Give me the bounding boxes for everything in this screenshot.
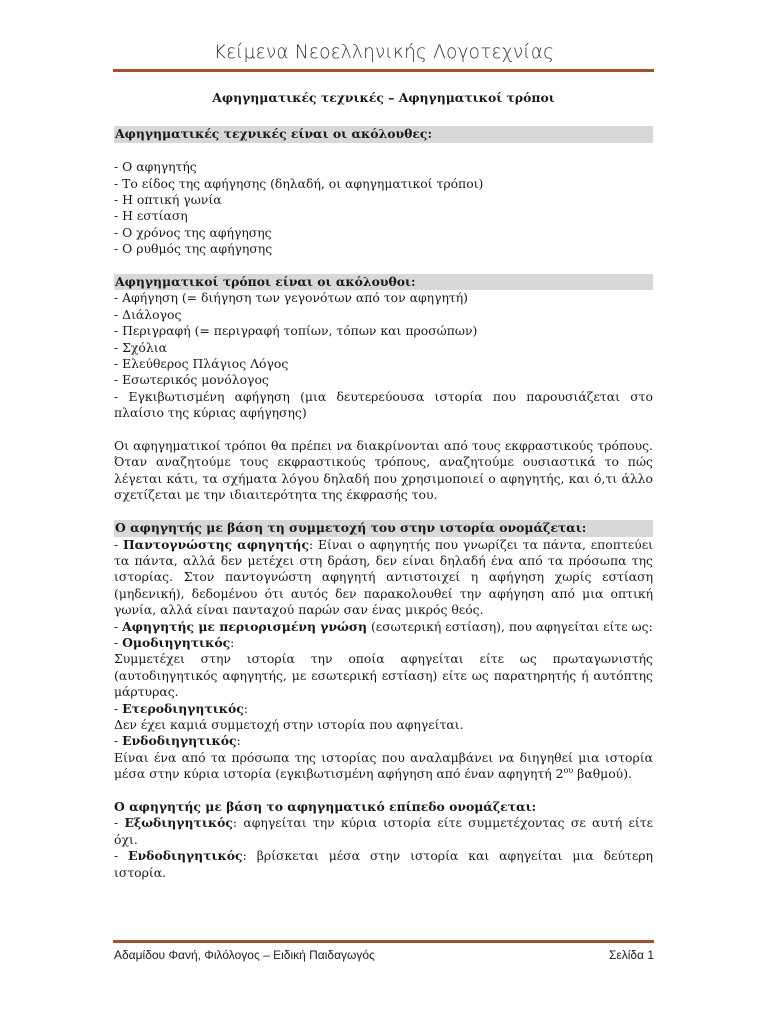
paragraph-expressive-modes: Οι αφηγηματικοί τρόποι θα πρέπει να διακρίνονται από τους εκφραστικούς τρόπους. Όταν αναζητούμε τους εκφραστικούς τρόπους, αναζητούμε ουσιαστικά το πώς λέγεται κάτι, τα σχήματα λόγου δηλαδή που χρησιμοποιεί ο αφηγητής, και ό,τι άλλο σχετίζεται με την ιδιαιτερότητα της έκφρασής του. — [114, 438, 653, 503]
section-heading-techniques: Αφηγηματικές τεχνικές είναι οι ακόλουθες: — [114, 126, 653, 142]
section-heading-participation: Ο αφηγητής με βάση τη συμμετοχή του στην ιστορία ονομάζεται: — [114, 520, 653, 536]
heterodiegetic-text: Δεν έχει καμιά συμμετοχή στην ιστορία που αφηγείται. — [114, 716, 464, 732]
intradiegetic-term: - Ενδοδιηγητικός: — [114, 733, 241, 749]
list-item: - Διάλογος — [114, 306, 182, 322]
intradiegetic-level-entry: - Ενδοδιηγητικός: βρίσκεται μέσα στην ιστορία και αφηγείται μια δεύτερη ιστορία. — [114, 848, 653, 880]
document-body — [114, 86, 653, 881]
document-title: Αφηγηματικές τεχνικές – Αφηγηματικοί τρόποι — [212, 90, 555, 105]
list-item: - Σχόλια — [114, 339, 167, 355]
extradiegetic-entry: - Εξωδιηγητικός: αφηγείται την κύρια ιστορία είτε συμμετέχοντας σε αυτή είτε όχι. — [114, 815, 653, 847]
list-item: - Ο χρόνος της αφήγησης — [114, 224, 272, 240]
list-item: - Περιγραφή (= περιγραφή τοπίων, τόπων και προσώπων) — [114, 323, 478, 339]
homodiegetic-text: Συμμετέχει στην ιστορία την οποία αφηγείται είτε ως πρωταγωνιστής (αυτοδιηγητικός αφηγητής, με εσωτερική εστίαση) είτε ως παρατηρητής ή αυτόπτης μάρτυρας. — [114, 651, 653, 700]
list-item: - Το είδος της αφήγησης (δηλαδή, οι αφηγηματικοί τρόποι) — [114, 175, 484, 191]
list-item: - Η εστίαση — [114, 208, 188, 224]
homodiegetic-term: - Ομοδιηγητικός: — [114, 634, 235, 650]
footer-rule — [113, 940, 654, 943]
footer-author: Αδαμίδου Φανή, Φιλόλογος – Ειδική Παιδαγωγός — [114, 948, 375, 962]
list-item: - Ελεύθερος Πλάγιος Λόγος — [114, 356, 289, 372]
intradiegetic-text: Είναι ένα από τα πρόσωπα της ιστορίας που αναλαμβάνει να διηγηθεί μια ιστορία μέσα στην κύρια ιστορία (εγκιβωτισμένη αφήγηση από έναν αφηγητή $2^{o\upsilon}$ βαθμού). — [114, 749, 653, 782]
section-heading-modes: Αφηγηματικοί τρόποι είναι οι ακόλουθοι: — [114, 274, 653, 290]
footer-page-number: Σελίδα 1 — [608, 948, 654, 962]
limited-narrator-entry: - Αφηγητής με περιορισμένη γνώση (εσωτερική εστίαση), που αφηγείται είτε ως: — [114, 618, 653, 634]
list-item: - Ο αφηγητής — [114, 159, 197, 175]
list-item: - Αφήγηση (= διήγηση των γεγονότων από τον αφηγητή) — [114, 290, 469, 306]
running-header: Κείμενα Νεοελληνικής Λογοτεχνίας — [213, 42, 555, 63]
section-heading-level: Ο αφηγητής με βάση το αφηγηματικό επίπεδο ονομάζεται: — [114, 798, 537, 814]
header-rule — [113, 69, 654, 72]
list-item: - Η οπτική γωνία — [114, 192, 222, 208]
list-item: - Εσωτερικός μονόλογος — [114, 372, 269, 388]
list-item: - Εγκιβωτισμένη αφήγηση (μια δευτερεύουσα ιστορία που παρουσιάζεται στο πλαίσιο της κύριας αφήγησης) — [114, 388, 653, 421]
omniscient-narrator-entry: - Παντογνώστης αφηγητής: Είναι ο αφηγητής που γνωρίζει τα πάντα, εποπτεύει τα πάντα, αλλά δεν μετέχει στη δράση, δεν είναι δηλαδή ένα από τα πρόσωπα της ιστορίας. Στον παντογνώστη αφηγητή αντιστοιχεί η αφήγηση χωρίς εστίαση (μηδενική), δεδομένου ότι αυτός δεν παρακολουθεί την αφήγηση από μια οπτική γωνία, αλλά είναι πανταχού παρών σαν ένας μικρός θεός. — [114, 536, 653, 618]
list-item: - Ο ρυθμός της αφήγησης — [114, 241, 273, 257]
heterodiegetic-term: - Ετεροδιηγητικός: — [114, 700, 249, 716]
